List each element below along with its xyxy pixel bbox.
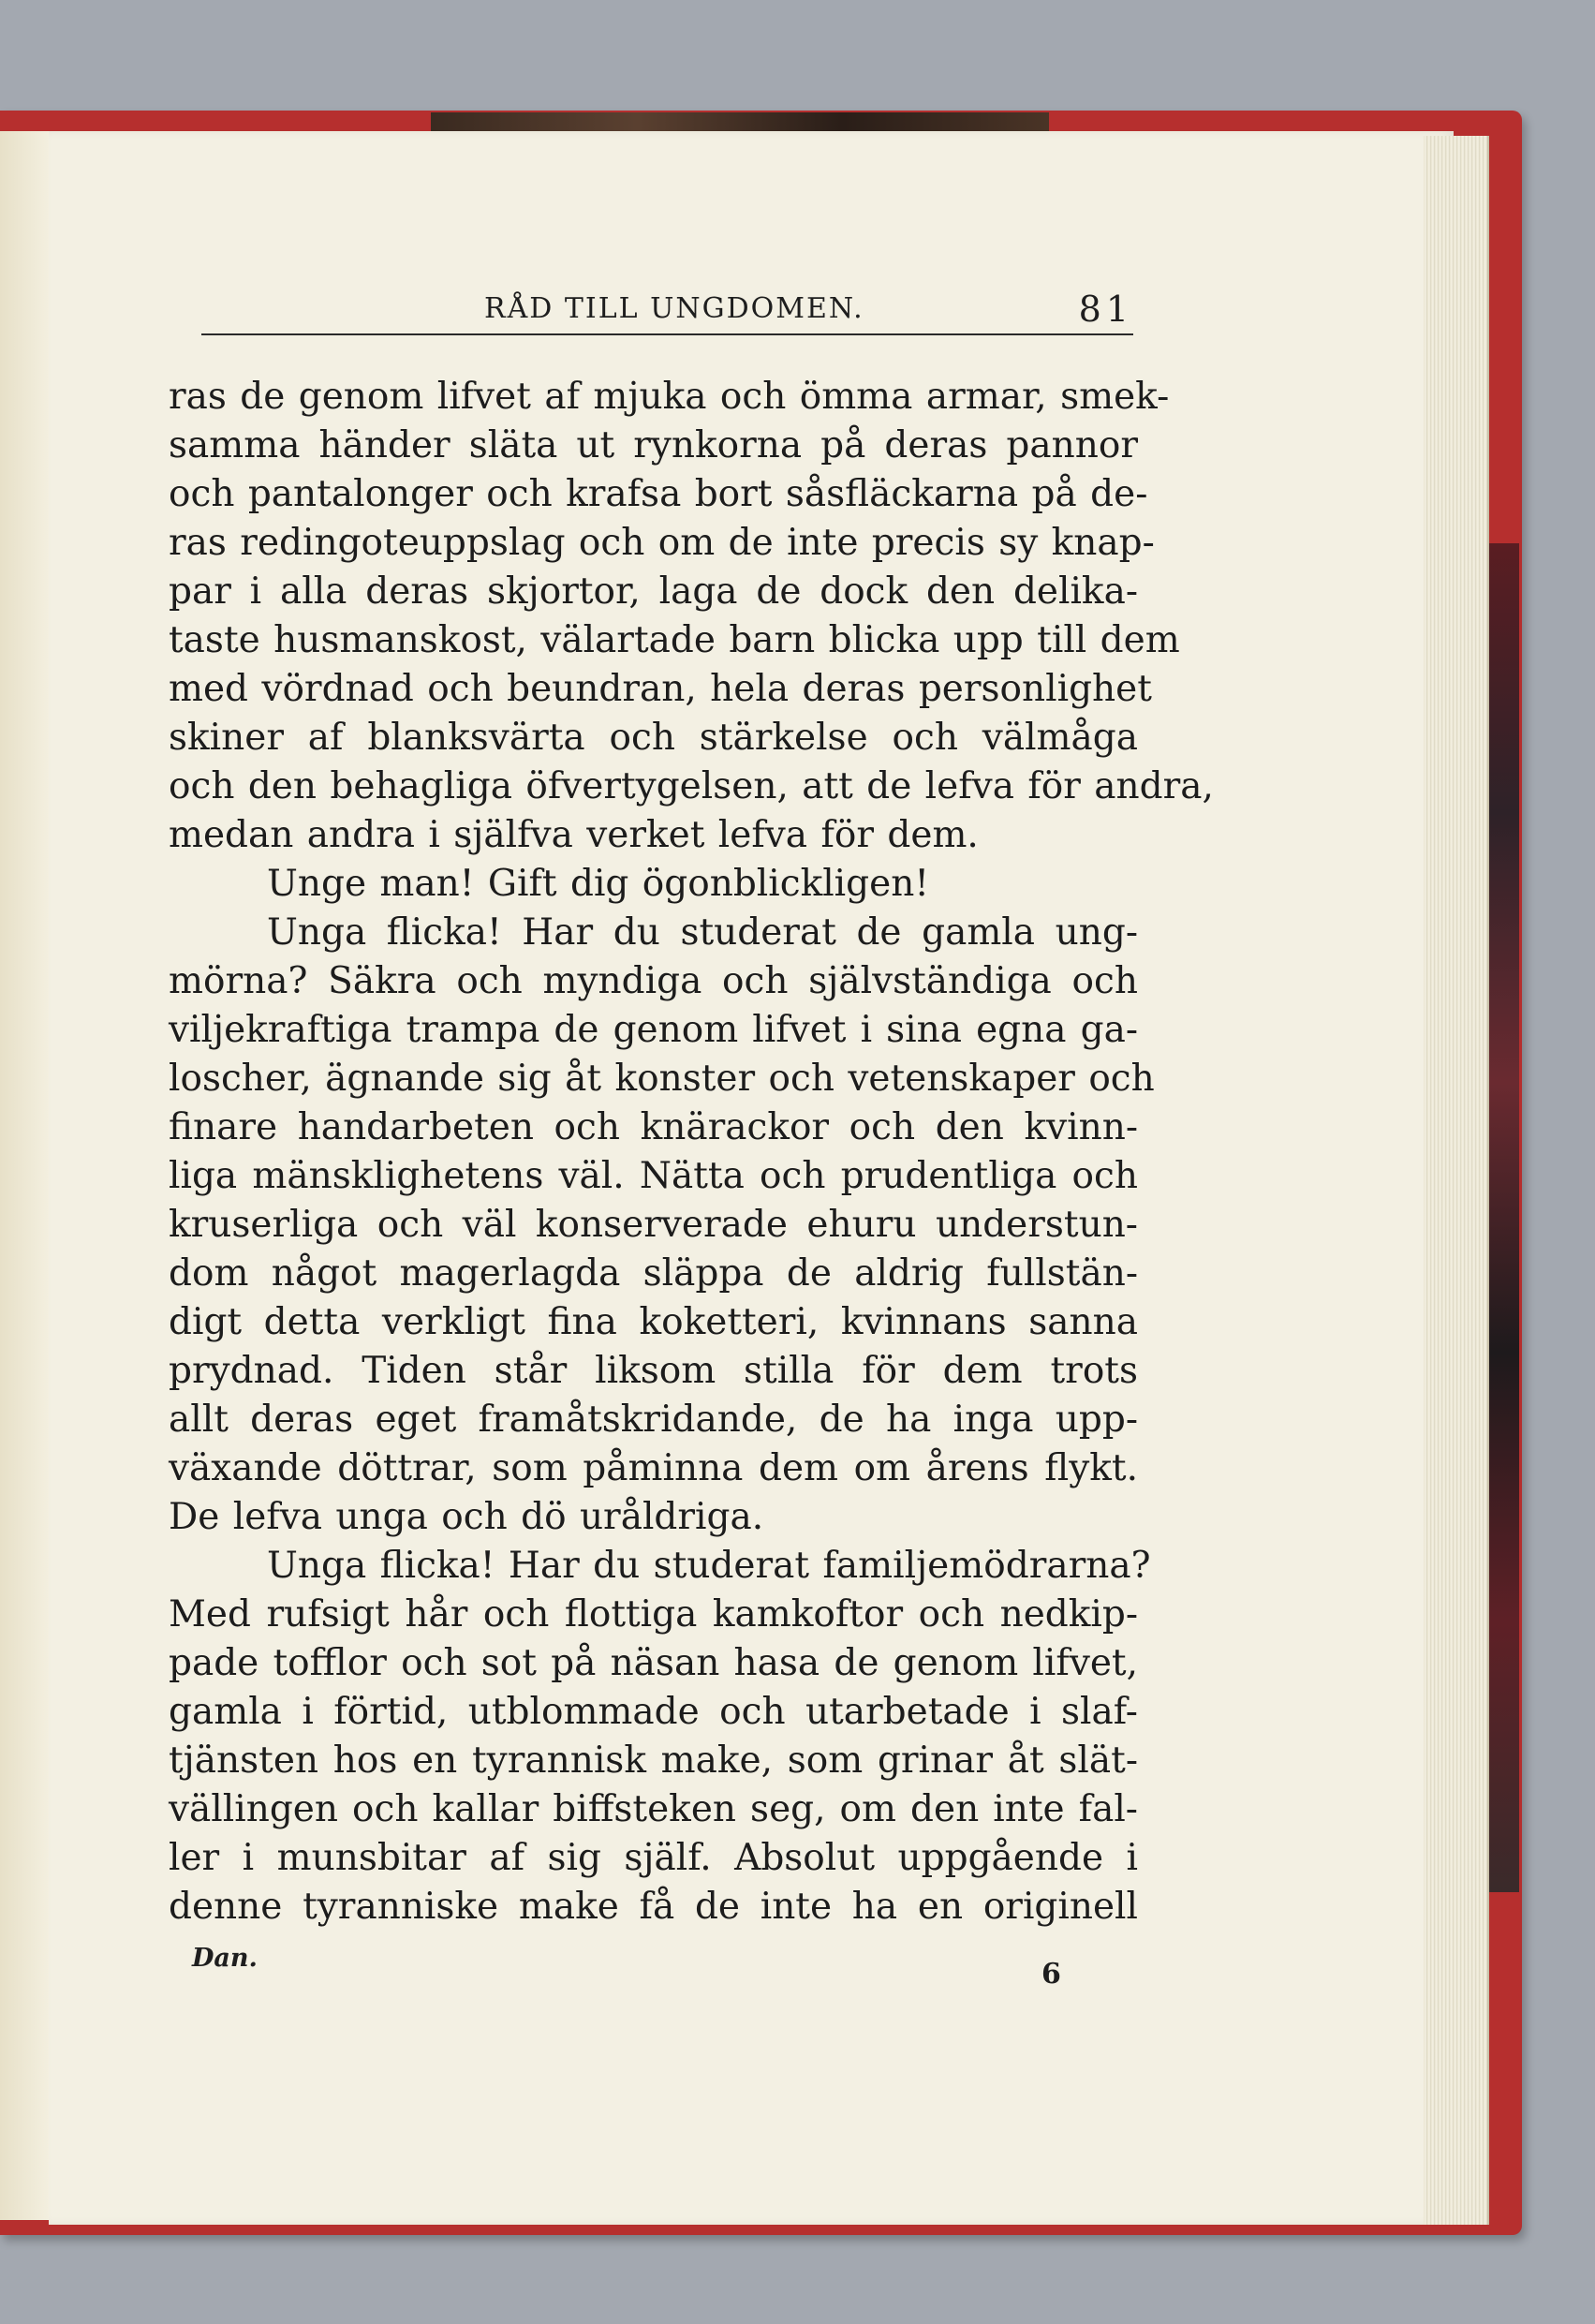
text-line: pade tofflor och sot på näsan hasa de genom lifvet, <box>169 1642 1138 1684</box>
page-number: 81 <box>1078 289 1133 330</box>
text-line: prydnad. Tiden står liksom stilla för dem trots <box>169 1350 1138 1392</box>
marbled-endpaper <box>1489 543 1519 1892</box>
text-line: Med rufsigt hår och flottiga kamkoftor och nedkip- <box>169 1593 1138 1636</box>
text-line: vällingen och kallar biffsteken seg, om den inte fal- <box>169 1788 1138 1830</box>
text-line: mörna? Säkra och myndiga och självständiga och <box>169 960 1138 1002</box>
text-line: gamla i förtid, utblommade och utarbetade i slaf- <box>169 1691 1138 1733</box>
text-line: dom något magerlagda släppa de aldrig fullstän- <box>169 1252 1138 1295</box>
text-line: växande döttrar, som påminna dem om årens flykt. <box>169 1447 1138 1489</box>
text-line: viljekraftiga trampa de genom lifvet i sina egna ga- <box>169 1009 1138 1051</box>
text-line: skiner af blanksvärta och stärkelse och välmåga <box>169 717 1138 759</box>
text-line: Unga flicka! Har du studerat familjemödrarna? <box>267 1545 1151 1587</box>
text-line: denne tyranniske make få de inte ha en originell <box>169 1886 1138 1928</box>
text-line: och den behagliga öfvertygelsen, att de lefva för andra, <box>169 765 1214 807</box>
text-line: ras redingoteuppslag och om de inte precis sy knap- <box>169 522 1155 564</box>
text-line: liga mänsklighetens väl. Nätta och prudentliga och <box>169 1155 1138 1197</box>
running-head: RÅD TILL UNGDOMEN. <box>484 292 864 325</box>
sheet-number: 6 <box>1041 1958 1061 1991</box>
text-line: Unga flicka! Har du studerat de gamla ung- <box>267 911 1138 954</box>
text-line: och pantalonger och krafsa bort såsfläckarna på de- <box>169 473 1148 515</box>
text-line: par i alla deras skjortor, laga de dock den delika- <box>169 570 1138 613</box>
page-stack-edge <box>1424 136 1489 2225</box>
text-line: loscher, ägnande sig åt konster och vetenskaper och <box>169 1058 1155 1100</box>
text-line: taste husmanskost, välartade barn blicka upp till dem <box>169 619 1180 661</box>
text-line: samma händer släta ut rynkorna på deras pannor <box>169 424 1138 466</box>
left-page-edge <box>0 131 49 2220</box>
body-text <box>169 373 1214 1932</box>
text-line: medan andra i själfva verket lefva för dem. <box>169 814 979 856</box>
signature-mark: Dan. <box>192 1944 258 1973</box>
text-line: De lefva unga och dö uråldriga. <box>169 1496 764 1538</box>
text-line: ras de genom lifvet af mjuka och ömma armar, smek- <box>169 376 1170 418</box>
text-line: tjänsten hos en tyrannisk make, som grinar åt slät- <box>169 1739 1138 1782</box>
text-line: digt detta verkligt fina koketteri, kvinnans sanna <box>169 1301 1138 1343</box>
text-line: finare handarbeten och knärackor och den kvinn- <box>169 1106 1138 1148</box>
text-line: kruserliga och väl konserverade ehuru understun- <box>169 1204 1138 1246</box>
text-line: med vördnad och beundran, hela deras personlighet <box>169 668 1152 710</box>
text-line: Unge man! Gift dig ögonblickligen! <box>267 863 929 905</box>
text-line: allt deras eget framåtskridande, de ha inga upp- <box>169 1399 1138 1441</box>
page-header <box>201 289 1133 335</box>
text-line: ler i munsbitar af sig själf. Absolut uppgående i <box>169 1837 1138 1879</box>
